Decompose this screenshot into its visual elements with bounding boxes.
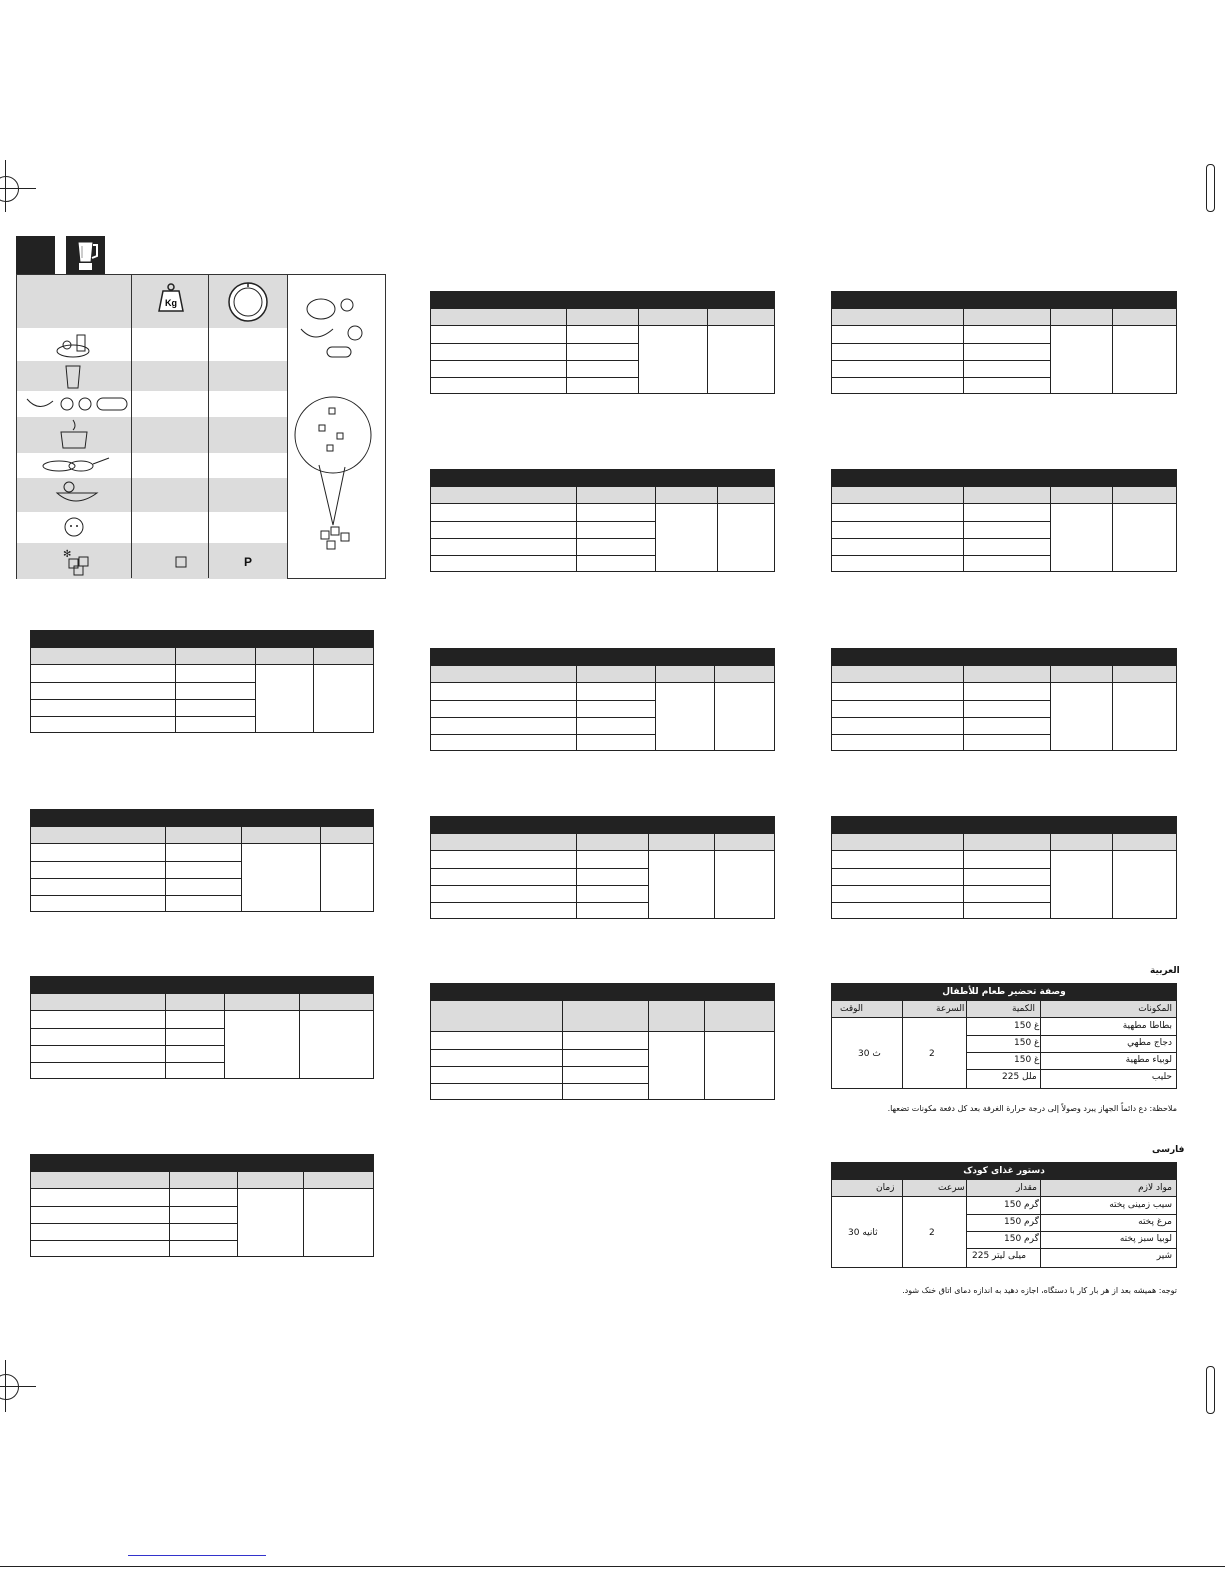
row-divider [832, 717, 1050, 718]
column-divider [208, 275, 209, 578]
arabic-row-4-ingredient: حليب [1151, 1072, 1172, 1082]
arabic-note: ملاحظة: دع دائماً الجهاز يبرد وصولاً إلى درجة حرارة الغرفة بعد كل دفعة مكونات تضعها. [887, 1104, 1177, 1113]
row-divider [832, 902, 1050, 903]
arabic-row-1-quantity: 150 غ [1014, 1021, 1040, 1031]
row-divider [31, 1045, 224, 1046]
crop-mark-bottom-right [1206, 1366, 1215, 1414]
registration-line [5, 1360, 6, 1412]
recipe-table-blank [30, 1154, 374, 1257]
section-marker-block [16, 236, 55, 274]
column-divider [963, 666, 964, 750]
column-divider [963, 834, 964, 918]
arabic-header-speed: السرعة [936, 1004, 965, 1014]
column-divider [1050, 666, 1051, 750]
recipe-table-header [832, 309, 1176, 326]
row-divider [832, 700, 1050, 701]
recipe-table-blank [430, 983, 775, 1100]
recipe-table-header [31, 648, 373, 665]
column-divider [1112, 666, 1113, 750]
column-divider [566, 309, 567, 393]
recipe-table-title-bar [31, 810, 373, 827]
crushed-ice-speed: P [244, 555, 253, 569]
column-divider [169, 1172, 170, 1256]
recipe-table-header [31, 994, 373, 1011]
recipe-table-blank [30, 809, 374, 912]
speed-chart-row-baby-food [17, 512, 287, 543]
column-divider [1112, 309, 1113, 393]
food-illustration [289, 295, 385, 565]
column-divider [165, 994, 166, 1078]
farsi-speed-value: 2 [929, 1228, 935, 1238]
recipe-table-blank [430, 469, 775, 572]
row-divider [31, 682, 255, 683]
column-divider [714, 834, 715, 918]
smoothie-icon [51, 329, 95, 359]
farsi-recipe-table [831, 1162, 1177, 1268]
row-divider [431, 885, 648, 886]
recipe-table-title-bar [832, 470, 1176, 487]
speed-chart [16, 274, 386, 579]
row-divider [431, 555, 655, 556]
row-divider [31, 1223, 237, 1224]
recipe-table-header [832, 666, 1176, 683]
column-divider [562, 1001, 563, 1099]
column-divider [714, 666, 715, 750]
column-divider [648, 834, 649, 918]
column-divider [303, 1172, 304, 1256]
footer-link-underline [128, 1555, 266, 1556]
row-divider [31, 716, 255, 717]
recipe-table-title-bar [31, 1155, 373, 1172]
column-divider [902, 1001, 903, 1088]
column-divider [655, 487, 656, 571]
row-divider [832, 885, 1050, 886]
column-divider [966, 1001, 967, 1088]
registration-mark-bottom-left [0, 1374, 19, 1400]
column-divider [576, 666, 577, 750]
recipe-table-title-bar [431, 649, 774, 666]
soup-pot-icon [55, 418, 93, 452]
arabic-row-4-quantity: 225 ملل [1002, 1072, 1037, 1082]
farsi-row-4-ingredient: شیر [1156, 1251, 1172, 1261]
fruit-icon [25, 393, 129, 415]
recipe-table-blank [831, 648, 1177, 751]
recipe-table-blank [430, 816, 775, 919]
pancake-pan-icon [41, 454, 111, 476]
recipe-table-header [431, 309, 774, 326]
row-divider [431, 717, 655, 718]
recipe-table-header [431, 666, 774, 683]
recipe-table-blank [831, 816, 1177, 919]
column-divider [902, 1180, 903, 1267]
arabic-language-title: العربية [1150, 966, 1180, 976]
row-divider [31, 878, 241, 879]
row-divider [832, 555, 1050, 556]
row-divider [31, 1206, 237, 1207]
row-divider [832, 521, 1050, 522]
recipe-table-header [31, 827, 373, 844]
recipe-table-blank [30, 630, 374, 733]
arabic-row-2-quantity: 150 غ [1014, 1038, 1040, 1048]
recipe-table-blank [430, 648, 775, 751]
recipe-table-blank [30, 976, 374, 1079]
column-divider [299, 994, 300, 1078]
farsi-language-title: فارسی [1152, 1145, 1185, 1155]
ice-cube-small-icon [173, 554, 189, 570]
row-divider [31, 1062, 224, 1063]
arabic-speed-value: 2 [929, 1049, 935, 1059]
column-divider [1112, 487, 1113, 571]
weight-icon-label: Kg [165, 298, 177, 308]
column-divider [963, 487, 964, 571]
column-divider [320, 827, 321, 911]
sauce-icon [51, 479, 103, 511]
weight-icon [155, 283, 187, 315]
row-divider [431, 521, 655, 522]
row-divider [832, 868, 1050, 869]
recipe-table-header [431, 1001, 774, 1032]
ice-cubes-icon [59, 545, 99, 577]
arabic-header-ingredients: المكونات [1138, 1004, 1172, 1014]
row-divider [31, 1028, 224, 1029]
page-bottom-rule [0, 1566, 1225, 1567]
column-divider [237, 1172, 238, 1256]
farsi-header-quantity: مقدار [1016, 1183, 1037, 1193]
column-divider [655, 666, 656, 750]
farsi-row-2-quantity: 150 گرم [1004, 1217, 1039, 1227]
recipe-table-header [431, 834, 774, 851]
column-divider [704, 1001, 705, 1099]
row-divider [431, 1083, 648, 1084]
farsi-time-value: 30 ثانیه [848, 1228, 878, 1238]
row-divider [832, 538, 1050, 539]
row-divider [431, 1049, 648, 1050]
column-divider [966, 1180, 967, 1267]
registration-line [5, 160, 6, 212]
recipe-table-title-bar [431, 470, 774, 487]
farsi-header-time: زمان [876, 1183, 895, 1193]
row-divider [431, 700, 655, 701]
column-divider [1050, 309, 1051, 393]
farsi-row-4-quantity: 225 میلی لیتر [972, 1251, 1027, 1261]
row-divider [431, 734, 655, 735]
column-divider [963, 309, 964, 393]
column-divider [1040, 1001, 1041, 1088]
column-divider [1040, 1180, 1041, 1267]
column-divider [1050, 834, 1051, 918]
recipe-table-header [832, 487, 1176, 504]
arabic-recipe-table [831, 983, 1177, 1089]
farsi-row-3-ingredient: لوبیا سبز پخته [1119, 1234, 1172, 1244]
recipe-table-blank [430, 291, 775, 394]
baby-face-icon [61, 513, 87, 541]
arabic-table-header [832, 1001, 1176, 1018]
crop-mark-top-right [1206, 164, 1215, 212]
farsi-header-ingredients: مواد لازم [1138, 1183, 1172, 1193]
row-divider [832, 343, 1050, 344]
timer-icon [226, 280, 270, 324]
row-divider [431, 902, 648, 903]
column-divider [224, 994, 225, 1078]
column-divider [1050, 487, 1051, 571]
speed-chart-row-milkshake [17, 361, 287, 391]
farsi-row-3-quantity: 150 گرم [1004, 1234, 1039, 1244]
milkshake-icon [63, 362, 83, 390]
arabic-table-title: وصفة تحضير طعام للأطفال [832, 984, 1176, 1001]
column-divider [576, 834, 577, 918]
row-divider [832, 360, 1050, 361]
recipe-table-header [31, 1172, 373, 1189]
recipe-table-blank [831, 291, 1177, 394]
arabic-row-3-ingredient: لوبياء مطهية [1125, 1055, 1172, 1065]
arabic-time-value: 30 ث [858, 1049, 881, 1059]
column-divider [287, 275, 288, 578]
column-divider [175, 648, 176, 732]
row-divider [431, 343, 638, 344]
blender-jug-icon [66, 236, 105, 274]
row-divider [31, 895, 241, 896]
farsi-table-title: دستور غذای کودک [832, 1163, 1176, 1180]
recipe-table-title-bar [431, 292, 774, 309]
recipe-table-title-bar [431, 984, 774, 1001]
row-divider [31, 1240, 237, 1241]
column-divider [717, 487, 718, 571]
farsi-header-speed: سرعت [938, 1183, 965, 1193]
column-divider [131, 275, 132, 578]
recipe-table-title-bar [31, 977, 373, 994]
svg-text:✻: ✻ [63, 549, 72, 560]
recipe-table-title-bar [431, 817, 774, 834]
farsi-row-1-ingredient: سیب زمینی پخته [1109, 1200, 1172, 1210]
farsi-note: توجه: همیشه بعد از هر بار کار با دستگاه، اجازه دهید به اندازه دمای اتاق خنک شود. [902, 1286, 1177, 1295]
column-divider [707, 309, 708, 393]
column-divider [165, 827, 166, 911]
recipe-table-title-bar [832, 649, 1176, 666]
column-divider [638, 309, 639, 393]
row-divider [431, 868, 648, 869]
row-divider [31, 861, 241, 862]
column-divider [313, 648, 314, 732]
row-divider [832, 377, 1050, 378]
column-divider [255, 648, 256, 732]
arabic-row-3-quantity: 150 غ [1014, 1055, 1040, 1065]
recipe-table-title-bar [832, 292, 1176, 309]
row-divider [431, 1066, 648, 1067]
arabic-row-1-ingredient: بطاطا مطهية [1122, 1021, 1172, 1031]
row-divider [31, 699, 255, 700]
arabic-header-time: الوقت [840, 1004, 864, 1014]
recipe-table-title-bar [31, 631, 373, 648]
row-divider [431, 377, 638, 378]
arabic-row-2-ingredient: دجاج مطهي [1127, 1038, 1172, 1048]
farsi-row-2-ingredient: مرغ پخته [1138, 1217, 1172, 1227]
registration-mark-top-left [0, 176, 19, 202]
recipe-table-blank [831, 469, 1177, 572]
arabic-header-quantity: الكمية [1012, 1004, 1035, 1014]
column-divider [576, 487, 577, 571]
column-divider [1112, 834, 1113, 918]
farsi-row-1-quantity: 150 گرم [1004, 1200, 1039, 1210]
row-divider [431, 538, 655, 539]
column-divider [241, 827, 242, 911]
recipe-table-title-bar [832, 817, 1176, 834]
row-divider [966, 1069, 1176, 1070]
row-divider [832, 734, 1050, 735]
column-divider [648, 1001, 649, 1099]
recipe-table-header [832, 834, 1176, 851]
recipe-table-header [431, 487, 774, 504]
row-divider [431, 360, 638, 361]
